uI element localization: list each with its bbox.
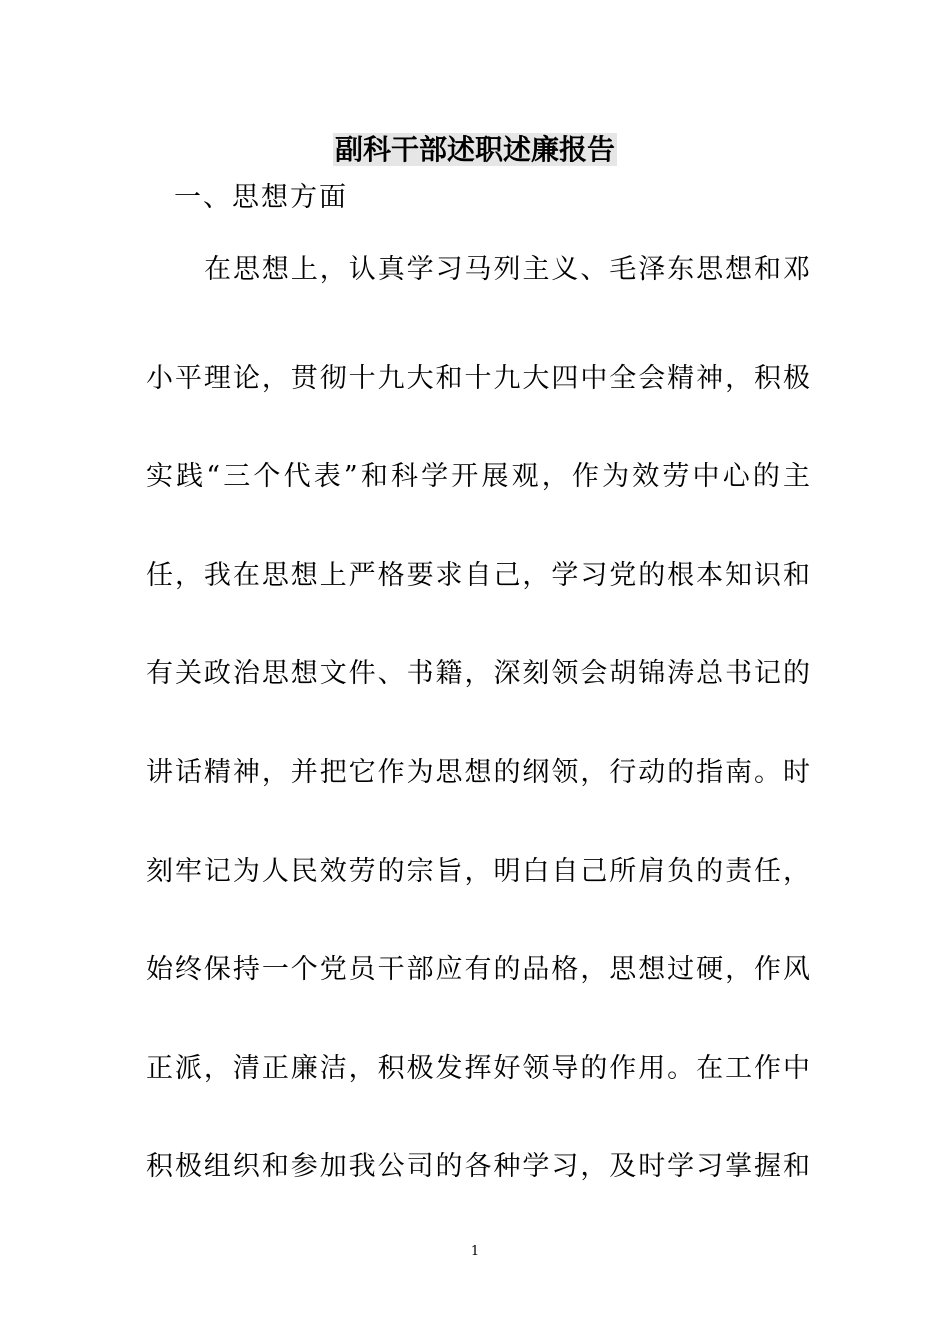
section-heading: 一、思想方面 xyxy=(174,182,348,213)
paragraph-line: 积极组织和参加我公司的各种学习，及时学习掌握和 xyxy=(146,1151,810,1182)
paragraph-line: 实践“三个代表”和科学开展观，作为效劳中心的主 xyxy=(146,461,810,492)
paragraph-line: 讲话精神，并把它作为思想的纲领，行动的指南。时 xyxy=(146,757,810,788)
document-title-text: 副科干部述职述廉报告 xyxy=(334,133,615,166)
paragraph-line: 始终保持一个党员干部应有的品格，思想过硬，作风 xyxy=(146,954,810,985)
page-number: 1 xyxy=(470,1244,480,1259)
document-title xyxy=(0,128,950,172)
paragraph-line: 小平理论，贯彻十九大和十九大四中全会精神，积极 xyxy=(146,363,810,394)
paragraph-line: 在思想上，认真学习马列主义、毛泽东思想和邓 xyxy=(204,254,810,285)
paragraph-line: 有关政治思想文件、书籍，深刻领会胡锦涛总书记的 xyxy=(146,658,810,689)
paragraph-line: 任，我在思想上严格要求自己，学习党的根本知识和 xyxy=(146,560,810,591)
paragraph-line: 刻牢记为人民效劳的宗旨，明白自己所肩负的责任， xyxy=(146,856,810,887)
paragraph-line: 正派，清正廉洁，积极发挥好领导的作用。在工作中 xyxy=(146,1053,810,1084)
